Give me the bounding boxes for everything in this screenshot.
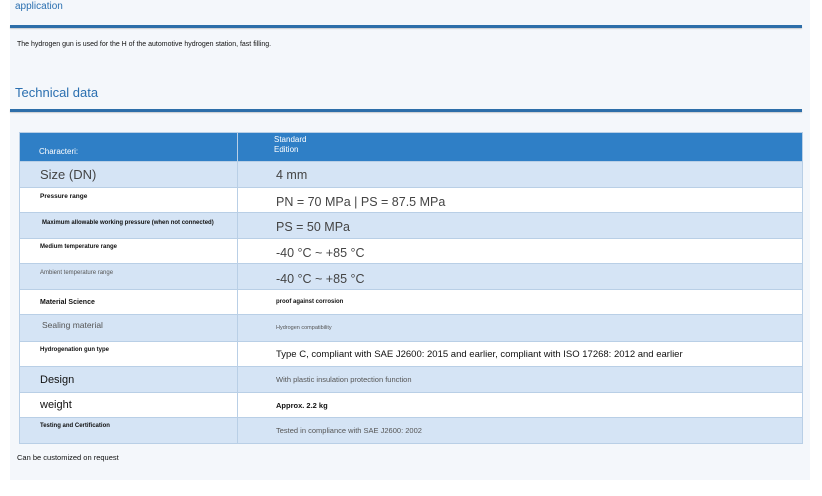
table-row	[20, 290, 803, 315]
header-characteristic: Characteri:	[20, 133, 238, 162]
row-label-gun-type: Hydrogenation gun type	[20, 342, 238, 367]
row-label-max-working-pressure: Maximum allowable working pressure (when not connected)	[20, 213, 238, 239]
row-label-medium-temperature: Medium temperature range	[20, 239, 238, 264]
table-row	[20, 213, 803, 239]
row-label-sealing-material: Sealing material	[20, 315, 238, 342]
table-header-row	[20, 133, 803, 162]
technical-data-divider	[10, 109, 802, 112]
technical-data-table	[19, 132, 803, 444]
row-value-pressure-range: PN = 70 MPa | PS = 87.5 MPa	[238, 188, 803, 213]
row-value-max-working-pressure: PS = 50 MPa	[238, 213, 803, 239]
table-row	[20, 188, 803, 213]
table-row	[20, 393, 803, 418]
table-row	[20, 418, 803, 444]
row-value-testing: Tested in compliance with SAE J2600: 2002	[238, 418, 803, 444]
row-label-weight: weight	[20, 393, 238, 418]
table-row	[20, 315, 803, 342]
application-heading: application	[15, 1, 63, 12]
table-row	[20, 239, 803, 264]
row-value-medium-temperature: -40 °C ~ +85 °C	[238, 239, 803, 264]
header-standard-edition: Standard Edition	[238, 133, 803, 162]
row-value-material: proof against corrosion	[238, 290, 803, 315]
row-label-design: Design	[20, 367, 238, 393]
row-label-ambient-temperature: Ambient temperature range	[20, 264, 238, 290]
row-value-design: With plastic insulation protection function	[238, 367, 803, 393]
row-label-pressure-range: Pressure range	[20, 188, 238, 213]
row-value-gun-type: Type C, compliant with SAE J2600: 2015 and earlier, compliant with ISO 17268: 2012 and earlier	[238, 342, 803, 367]
row-value-weight: Approx. 2.2 kg	[238, 393, 803, 418]
row-label-material: Material Science	[20, 290, 238, 315]
row-value-sealing-material: Hydrogen compatibility	[238, 315, 803, 342]
table-row	[20, 162, 803, 188]
row-label-testing: Testing and Certification	[20, 418, 238, 444]
application-description: The hydrogen gun is used for the H of the automotive hydrogen station, fast filling.	[17, 41, 272, 48]
table-row	[20, 367, 803, 393]
customization-note: Can be customized on request	[17, 453, 119, 462]
row-value-size: 4 mm	[238, 162, 803, 188]
application-divider	[10, 25, 802, 28]
technical-data-heading: Technical data	[15, 85, 99, 100]
row-value-ambient-temperature: -40 °C ~ +85 °C	[238, 264, 803, 290]
row-label-size: Size (DN)	[20, 162, 238, 188]
table-row	[20, 342, 803, 367]
table-row	[20, 264, 803, 290]
